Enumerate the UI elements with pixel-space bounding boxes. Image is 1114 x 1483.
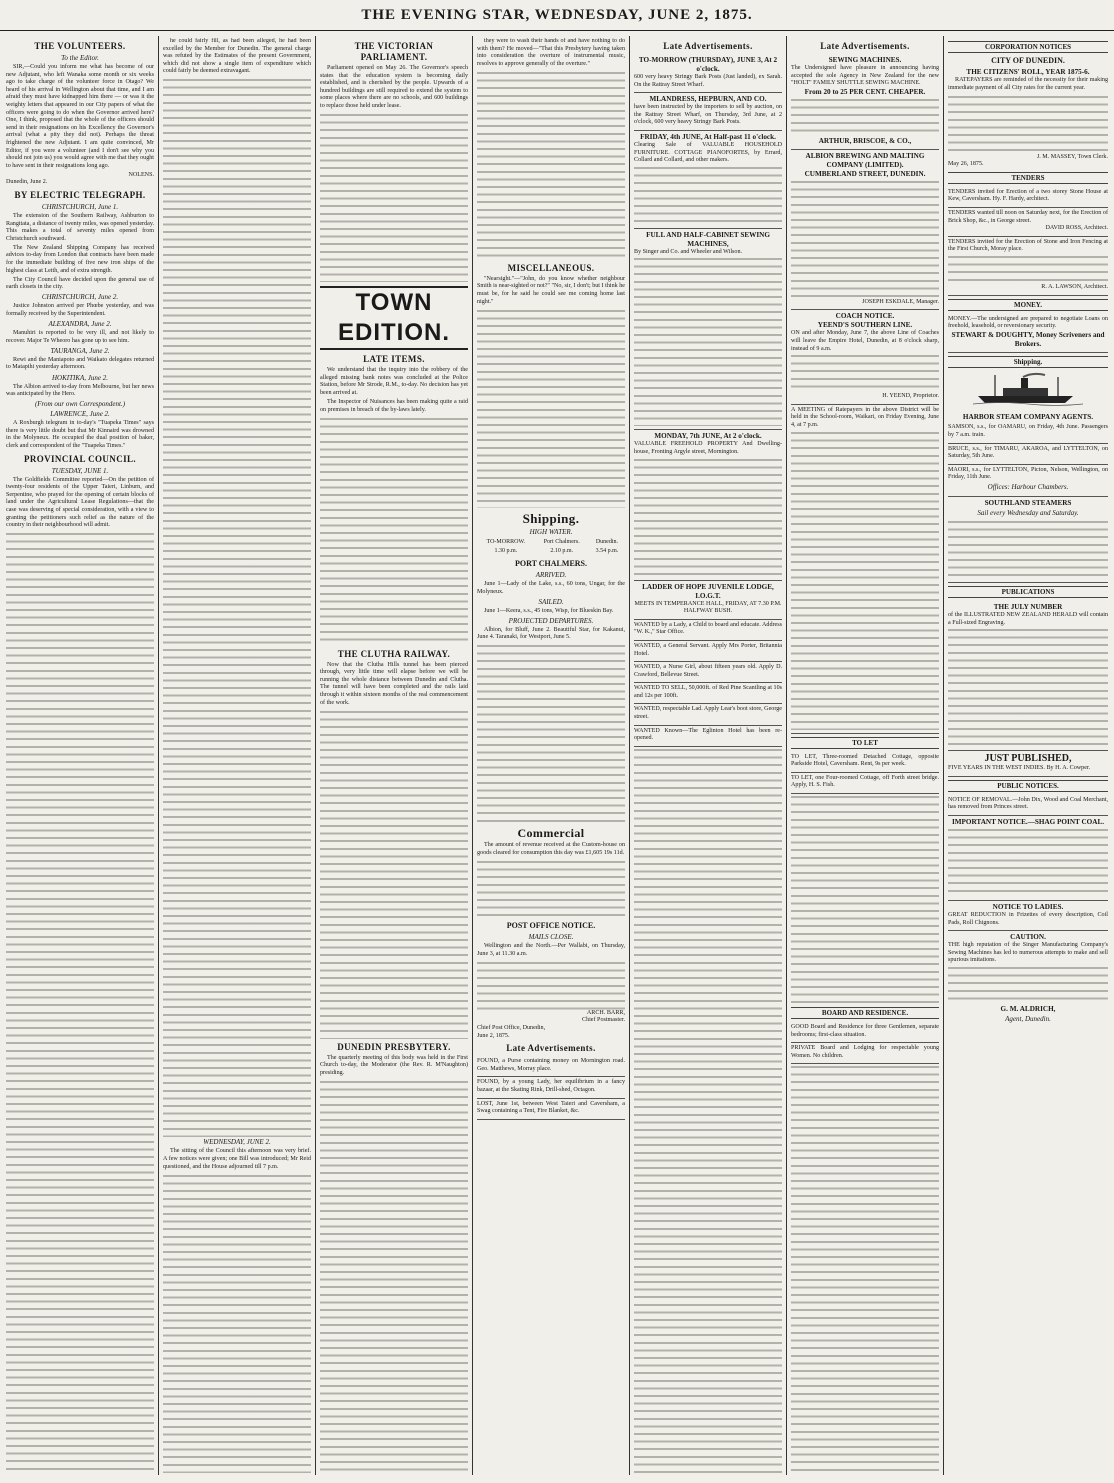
article-paragraph: The extension of the Southern Railway, Ashburton to Rangitata, a distance of twenty miles, was opened yesterday. This makes a total of seventy miles opened from Christchurch southward. (6, 213, 154, 242)
publication-ad (948, 751, 1108, 777)
illegible-text-block (948, 827, 1108, 897)
ad-body: WANTED TO SELL, 50,000ft. of Red Pine Scantling at 10s and 12s per 100ft. (634, 685, 782, 699)
ad-body: WANTED by a Lady, a Child to board and educate. Address "W. K.," Star Office. (634, 621, 782, 636)
ad-signature: ARTHUR, BRISCOE, & CO., (818, 136, 912, 145)
article-paragraph: The New Zealand Shipping Company has received advices to-day from London that contracts have been made for the immediate building of five new iron ships of the highest class at Leith, and of extra strength. (6, 244, 154, 274)
ad-body: MONEY.—The undersigned are prepared to negotiate Loans on freehold, leasehold, or reversionary security. (948, 315, 1108, 330)
ad-subtitle: YEEND'S SOUTHERN LINE. (817, 321, 913, 330)
ad-signature: Agent, Dunedin. (1005, 1014, 1051, 1023)
tide-time: 3.54 p.m. (595, 548, 619, 555)
illegible-text-block (477, 643, 625, 823)
heading-late-advertisements: Late Advertisements. (506, 1043, 596, 1054)
classified-ad (791, 310, 939, 404)
heading-tenders: TENDERS (948, 172, 1108, 184)
heading-miscellaneous: MISCELLANEOUS. (507, 262, 595, 273)
ad-address: CUMBERLAND STREET, DUNEDIN. (804, 169, 926, 178)
heading-clutha-railway: THE CLUTHA RAILWAY. (337, 648, 451, 659)
wanted-ad (634, 704, 782, 725)
ad-body: WANTED, respectable Lad. Apply Lear's boot store, George street. (634, 706, 782, 721)
heading-commercial: Commercial (517, 826, 585, 841)
illegible-text-block (320, 709, 468, 1039)
illegible-text-block (948, 254, 1108, 284)
subheading: TUESDAY, JUNE 1. (51, 466, 109, 475)
subheading: MAILS CLOSE. (528, 933, 574, 942)
subheading: HIGH WATER. (529, 527, 573, 536)
ad-body: LOST, June 1st, between West Taieri and Caversham, a Swag containing a Tent, Fire Blanket, &c. (477, 1100, 625, 1115)
classified-ad (791, 150, 939, 311)
public-notice (948, 816, 1108, 901)
illegible-text-block (477, 308, 625, 508)
heading-to-let: TO LET (791, 737, 939, 749)
ad-body: PRIVATE Board and Lodging for respectable young Women. No children. (791, 1045, 939, 1059)
ad-body: TO LET, one Four-roomed Cottage, off Forth street bridge. Apply, H. S. Fish. (791, 774, 939, 789)
ad-title: CAUTION. (1010, 933, 1046, 942)
heading-late-advertisements: Late Advertisements. (820, 41, 910, 51)
heading-board-residence: BOARD AND RESIDENCE. (791, 1007, 939, 1019)
classified-ad (634, 430, 782, 580)
ad-title: FULL AND HALF-CABINET SEWING MACHINES, (646, 230, 770, 248)
ad-body: of the ILLUSTRATED NEW ZEALAND HERALD will contain a Full-sized Engraving. (948, 611, 1108, 626)
ad-signature: G. M. ALDRICH, (1000, 1004, 1056, 1013)
article-paragraph: The City Council have decided upon the general use of earth closets in the city. (6, 276, 154, 291)
ad-body: THE high reputation of the Singer Manufacturing Company's Sewing Machines has led to numerous attempts to make and sell spurious imitations. (948, 942, 1108, 964)
ad-body: FOUND, a Purse containing money on Mornington road. Geo. Matthews, Morray place. (477, 1058, 625, 1072)
illegible-text-block (791, 353, 939, 393)
tide-table (477, 538, 625, 557)
letter-date: Dunedin, June 2. (6, 179, 48, 186)
column-2 (163, 38, 311, 1473)
column-rule (786, 36, 787, 1475)
ad-signature: H. YEEND, Proprietor. (882, 393, 939, 400)
illegible-text-block (791, 179, 939, 299)
ad-body: 600 very heavy Stringy Bark Posts (Just landed), ex Sarah. On the Rattray Street Wharf. (634, 74, 782, 88)
ad-title: MONDAY, 7th JUNE, At 2 o'clock. (654, 432, 762, 441)
subheading: ARRIVED. (535, 570, 567, 579)
article-paragraph: "Nearsight."—"John, do you know whether neighbour Smith is near-sighted or not?" "No, sir, I don't; but I think he must be, for he said he could see me coming home last night." (477, 275, 625, 305)
classified-ad (477, 1099, 625, 1120)
ad-title: SEWING MACHINES. (828, 56, 902, 64)
article-paragraph: Manuhiri is reported to be very ill, and not likely to recover. Major Te Wheoro has gone up to see him. (6, 330, 154, 344)
shipping-ad (948, 422, 1108, 443)
classified-ad (634, 54, 782, 93)
heading-money: MONEY. (948, 299, 1108, 311)
post-office-location: Chief Post Office, Dunedin, (477, 1024, 546, 1031)
ad-signature: R. A. LAWSON, Architect. (1041, 284, 1108, 291)
column-3 (320, 38, 468, 1473)
illegible-text-block (320, 1079, 468, 1473)
heading-public-notices: PUBLIC NOTICES. (948, 780, 1108, 792)
article-paragraph: he could fairly fill, as had been alleged, he had been excelled by the Member for Dunedin. The general charge was refuted by the Estimates of the present Government, which did not show a single item of expenditure which could fairly be deemed extravagant. (163, 38, 311, 75)
column-rule (158, 36, 159, 1475)
public-notice (948, 931, 1108, 1028)
article-paragraph: Justice Johnston arrived per Phœbe yesterday, and was formally received by the Superintendent. (6, 303, 154, 318)
tide-label: TO-MORROW. (486, 538, 526, 545)
postmaster-name: ARCH. BARR, (586, 1009, 625, 1016)
dateline: LAWRENCE, June 2. (50, 410, 110, 419)
article-paragraph: Parliament opened on May 26. The Governor's speech states that the education system is becoming daily established, and is cherished by the people. Upwards of a hundred buildings are still required to extend the system to some places where there are no schools, and 600 buildings to replace those held under lease. (320, 65, 468, 109)
ad-body: TENDERS invited for the Erection of Stone and Iron Fencing at the First Church, Moray place. (948, 238, 1108, 253)
article-paragraph: The Goldfields Committee reported—On the petition of twenty-four residents of the Upper Taieri, Linburn, and Serpentine, who prayed for the opening of certain blocks of land under the Agricultural Lease Regulations—that the case was deserving of special consideration, with a view to granting the petitioners such relief as the nature of the country in their neighbourhood will admit. (6, 476, 154, 529)
illegible-text-block (163, 1173, 311, 1473)
illegible-text-block (634, 747, 782, 1473)
ad-title: JUST PUBLISHED, (984, 753, 1072, 765)
ad-title: TO-MORROW (THURSDAY), JUNE 3, At 2 o'clock. (638, 56, 778, 73)
column-7 (948, 38, 1108, 1473)
article-paragraph: The amount of revenue received at the Custom-house on goods cleared for consumption this day was £1,605 19s 11d. (477, 842, 625, 856)
illegible-text-block (477, 960, 625, 1010)
classified-ad (477, 1056, 625, 1077)
ad-body: TO LET, Three-roomed Detached Cottage, opposite Parkside Hotel, Caversham. Rent, 9s per week. (791, 753, 939, 768)
illegible-text-block (320, 112, 468, 282)
ad-signature: STEWART & DOUGHTY, Money Scriveners and Brokers. (951, 330, 1105, 348)
masthead-title: THE EVENING STAR, WEDNESDAY, JUNE 2, 1875. (361, 7, 753, 23)
shipping-ad (948, 444, 1108, 465)
illegible-text-block (948, 519, 1108, 579)
ad-body: FOUND, by a young Lady, her equilibrium in a fancy bazaar, at the Skating Rink, Drill-shed, Octagon. (477, 1079, 625, 1093)
post-office-date: June 2, 1875. (477, 1032, 510, 1039)
column-1 (6, 38, 154, 1473)
ad-body: A MEETING of Ratepayers in the above District will be held in the School-room, Waikari, on Friday Evening, June 4, at 7 p.m. (791, 406, 939, 428)
article-paragraph: Now that the Clutha Hills tunnel has been pierced through, very little time will elapse before we will be running the whole distance between Dunedin and Clutha. The tunnel will have been completed and the rails laid through it within sixteen months of the real commencement of the work. (320, 661, 468, 706)
ad-body: The Undersigned have pleasure in announcing having accepted the sole Agency in New Zealand for the new "HOLT" FAMILY SHUTTLE SEWING MACHINE. (791, 65, 939, 87)
article-paragraph: The sitting of the Council this afternoon was very brief. A few notices were given; one Bill was introduced; Mr Reid questioned, and the House adjourned till 7 p.m. (163, 1148, 311, 1170)
article-paragraph: The quarterly meeting of this body was held in the First Church to-day, the Moderator (the Rev. R. M'Naughton) presiding. (320, 1054, 468, 1076)
article-paragraph: Rewi and the Maniapoto and Waikato delegates returned to Matapihi yesterday afternoon. (6, 356, 154, 371)
ad-body: WANTED Known—The Eglinton Hotel has been re-opened. (634, 727, 782, 742)
column-6 (791, 38, 939, 1473)
ad-title: ALBION BREWING AND MALTING COMPANY (LIMITED). (805, 151, 925, 169)
ad-body: SAMSON, s.s., for OAMARU, on Friday, 4th June. Passengers by 7 a.m. train. (948, 424, 1108, 438)
illegible-text-block (634, 457, 782, 577)
illegible-text-block (6, 531, 154, 1473)
ad-signature: DAVID ROSS, Architect. (1045, 225, 1108, 232)
ad-title: IMPORTANT NOTICE.—SHAG POINT COAL. (951, 817, 1105, 826)
illegible-text-block (791, 430, 939, 730)
wanted-ad (634, 620, 782, 641)
ad-title: THE JULY NUMBER (993, 602, 1063, 611)
article-paragraph: The Albion arrived to-day from Melbourne, but her news was anticipated by the Hero. (6, 383, 154, 398)
ad-title: SOUTHLAND STEAMERS (984, 498, 1072, 507)
tide-time: 1.30 p.m. (494, 548, 518, 555)
shipping-entry: June 1—Keera, s.s., 45 tons, Wisp, for Blueskin Bay. (484, 607, 614, 614)
public-notice (948, 901, 1108, 931)
column-4 (477, 38, 625, 1473)
classified-ad (791, 773, 939, 794)
subheading: SAILED. (538, 597, 564, 606)
illegible-text-block (163, 77, 311, 1137)
heading-dunedin-presbytery: DUNEDIN PRESBYTERY. (337, 1041, 451, 1052)
illegible-text-block (477, 859, 625, 919)
steamship-icon (973, 372, 1083, 406)
ad-body: GREAT REDUCTION in Frizettes of every description, Coil Pads, Roll Chignons. (948, 911, 1108, 926)
tide-time: 2.10 p.m. (550, 548, 574, 555)
illegible-text-block (477, 70, 625, 260)
postmaster-title: Chief Postmaster. (582, 1017, 625, 1024)
shipping-ad (948, 497, 1108, 583)
ad-body: WANTED, a Nurse Girl, about fifteen years old. Apply D. Crawford, Bellevue Street. (634, 664, 782, 678)
masthead (0, 0, 1114, 31)
illegible-text-block (948, 627, 1108, 747)
shipping-ad (948, 465, 1108, 497)
tender-ad (948, 208, 1108, 237)
ad-body: Clearing Sale of VALUABLE HOUSEHOLD FURNITURE. COTTAGE PIANOFORTES, by Errard, Collard and Collard, and other makers. (634, 141, 782, 164)
tender-ad (948, 237, 1108, 296)
ad-price: From 20 to 25 PER CENT. CHEAPER. (804, 87, 926, 96)
classified-ad (791, 1022, 939, 1043)
wanted-ad (634, 726, 782, 747)
steamship-illustration (948, 372, 1108, 410)
article-paragraph: The Inspector of Nuisances has been making quite a raid on premises in breach of the by-laws lately. (320, 398, 468, 413)
classified-ad (791, 1043, 939, 1064)
ad-title: LADDER OF HOPE JUVENILE LODGE, I.O.G.T. (642, 582, 774, 600)
subheading: WEDNESDAY, JUNE 2. (203, 1138, 271, 1147)
illegible-text-block (634, 256, 782, 426)
ad-body: MAORI, s.s., for LYTTELTON, Picton, Nelson, Wellington, on Friday, 11th June. (948, 466, 1108, 481)
ad-body: MEETS IN TEMPERANCE HALL, FRIDAY, AT 7.30 P.M. HALFWAY BUSH. (634, 600, 782, 615)
column-5 (634, 38, 782, 1473)
ad-body: FIVE YEARS IN THE WEST INDIES. By H. A. Cowper. (948, 765, 1091, 772)
ad-body: ON and after Monday, June 7, the above Line of Coaches will leave the Empire Hotel, Dunedin, at 8 o'clock sharp, instead of 9 a.m. (791, 330, 939, 352)
heading-shipping: Shipping. (522, 510, 580, 526)
column-rule (629, 36, 630, 1475)
article-paragraph: they were to wash their hands of and have nothing to do with them? He moved—"That this Presbytery having taken into consideration the overture of instrumental music, resolves to approve generally of the overture." (477, 38, 625, 67)
article-paragraph: We understand that the inquiry into the robbery of the alleged missing bank notes was concluded at the Police Station, before Mr Strode, R.M., to-day. No decision has yet been arrived at. (320, 367, 468, 396)
dateline: TAURANGA, June 2. (50, 346, 110, 355)
classified-ad (477, 1077, 625, 1098)
notice-subtitle: THE CITIZENS' ROLL, YEAR 1875-6. (966, 68, 1090, 76)
heading-late-items: LATE ITEMS. (363, 354, 425, 365)
ad-body: By Singer and Co. and Wheeler and Wilson. (634, 248, 743, 255)
article-paragraph: Wellington and the North.—Per Wallabi, on Thursday, June 3, at 11.30 a.m. (477, 943, 625, 957)
illegible-text-block (320, 416, 468, 646)
classified-ad (634, 93, 782, 131)
wanted-ad (634, 662, 782, 683)
tide-header: Dunedin. (595, 538, 618, 545)
dateline: HOKITIKA, June 2. (52, 373, 108, 382)
letter-body: SIR,—Could you inform me what has become of our new Adjutant, who left Wanaka some month or six weeks ago to take charge of the volunteer force in Otago? We heard of his arrival in Wellington about that time, and I am afraid they must have kidnapped him there — or was it the weighty letters that appeared in our City papers of what the officers were going to do when the Governor arrived here? One, I think, proposed that the whole of the officers should send in their resignations on his Excellency the Governor's arrival (what a pity they did not). Perhaps the threat frightened the new Adjutant. I am quite convinced, Mr Editor, if you were a volunteer (and I don't see why you should not join us) you would agree with me that they ought to have sent in their resignations long ago. (6, 64, 154, 169)
illegible-text-block (948, 965, 1108, 1005)
shipping-entry: June 1—Lady of the Lake, s.s., 60 tons, Ungar, for the Molyneux. (477, 580, 625, 595)
wanted-ad (634, 683, 782, 704)
heading-port-chalmers: PORT CHALMERS. (514, 558, 588, 568)
notice-title: CITY OF DUNEDIN. (991, 56, 1065, 65)
heading-volunteers: THE VOLUNTEERS. (34, 41, 126, 51)
heading-late-advertisements: Late Advertisements. (663, 41, 753, 51)
ad-body: VALUABLE FREEHOLD PROPERTY And Dwelling-house, Fronting Argyle street, Mornington. (634, 441, 782, 455)
letter-signature: NOLENS. (128, 171, 154, 178)
public-notice (948, 795, 1108, 816)
notice-date: May 26, 1875. (948, 161, 984, 168)
ad-body: GOOD Board and Residence for three Gentlemen, separate bedrooms; first-class situation. (791, 1023, 939, 1038)
heading-shipping: Shipping. (948, 356, 1108, 368)
ad-subtitle: Sail every Wednesday and Saturday. (977, 508, 1079, 517)
notice-signature: J. M. MASSEY, Town Clerk. (1036, 153, 1108, 160)
notice-body: RATEPAYERS are reminded of the necessity for their making immediate payment of all City rates for the current year. (948, 77, 1108, 91)
ad-body: WANTED, a General Servant. Apply Mrs Porter, Britannia Hotel. (634, 642, 782, 657)
illegible-text-block (791, 1064, 939, 1473)
ad-title: MLANDRESS, HEPBURN, AND CO. (649, 95, 767, 104)
ad-body: NOTICE OF REMOVAL.—John Dix, Wood and Coal Merchant, has removed from Princes street. (948, 796, 1108, 811)
heading-post-office: POST OFFICE NOTICE. (506, 921, 596, 931)
tide-header: Port Chalmers. (543, 538, 580, 545)
shipping-entry: Albion, for Bluff, June 2. Beautiful Star, for Kakanui, June 4. Taranaki, for Westport, June 5. (477, 626, 625, 641)
dateline: ALEXANDRA, June 2. (48, 320, 112, 329)
ad-title: NOTICE TO LADIES. (992, 902, 1064, 911)
heading-corporation-notices: CORPORATION NOTICES (948, 41, 1108, 53)
column-rule (943, 36, 944, 1475)
dateline: CHRISTCHURCH, June 2. (41, 293, 119, 302)
classified-ad (791, 405, 939, 734)
ad-title: HARBOR STEAM COMPANY AGENTS. (962, 413, 1094, 422)
illegible-text-block (791, 97, 939, 137)
ad-signature: JOSEPH ESKDALE, Manager. (862, 298, 939, 305)
subheading: PROJECTED DEPARTURES. (508, 616, 594, 625)
heading-telegraph: BY ELECTRIC TELEGRAPH. (14, 190, 146, 200)
wanted-ad (634, 641, 782, 662)
classified-ad (634, 581, 782, 620)
illegible-text-block (948, 94, 1108, 154)
correspondent-note: (From our own Correspondent.) (34, 400, 126, 409)
classified-ad (634, 229, 782, 431)
ad-title: FRIDAY, 4th JUNE, At Half-past 11 o'clock. (640, 132, 776, 141)
dateline: CHRISTCHURCH, June 1. (41, 203, 119, 211)
town-edition-banner: TOWN EDITION. (320, 286, 468, 350)
ad-body: TENDERS invited for Erection of a two storey Stone House at Kew, Caversham. Hy. F. Hardy, architect. (948, 188, 1108, 203)
illegible-text-block (791, 794, 939, 1004)
heading-publications: PUBLICATIONS (948, 586, 1108, 598)
column-rule (315, 36, 316, 1475)
money-ad (948, 314, 1108, 353)
ad-body: have been instructed by the importers to sell by auction, on the Rattray Street Wharf, on Thursday, 3rd June, at 2 o'clock, 600 very heavy Stringy Bark Posts. (634, 104, 782, 126)
ad-signature: Offices: Harbour Chambers. (987, 482, 1069, 491)
heading-provincial-council: PROVINCIAL COUNCIL. (23, 453, 137, 464)
classified-ad (791, 752, 939, 773)
column-rule (472, 36, 473, 1475)
tender-ad (948, 187, 1108, 208)
ad-body: TENDERS wanted till noon on Saturday next, for the Erection of Brick Shop, &c., in George street. (948, 210, 1108, 224)
heading-victorian-parliament: THE VICTORIAN PARLIAMENT. (354, 41, 434, 62)
article-paragraph: A Roxburgh telegram in to-day's "Tuapeka Times" says there is very little doubt but that Mr Kinnaird was drowned in the Molyneux. He occupied the dual position of baker, clerk and correspondent of the "Tuapeka Times." (6, 420, 154, 449)
subheading: To the Editor. (61, 54, 99, 62)
ad-body: BRUCE, s.s., for TIMARU, AKAROA, and LYTTELTON, on Saturday, 5th June. (948, 445, 1108, 460)
classified-ad (791, 54, 939, 150)
classified-ad (634, 131, 782, 229)
illegible-text-block (634, 165, 782, 225)
publication-ad (948, 601, 1108, 751)
ad-title: COACH NOTICE. (835, 312, 895, 321)
